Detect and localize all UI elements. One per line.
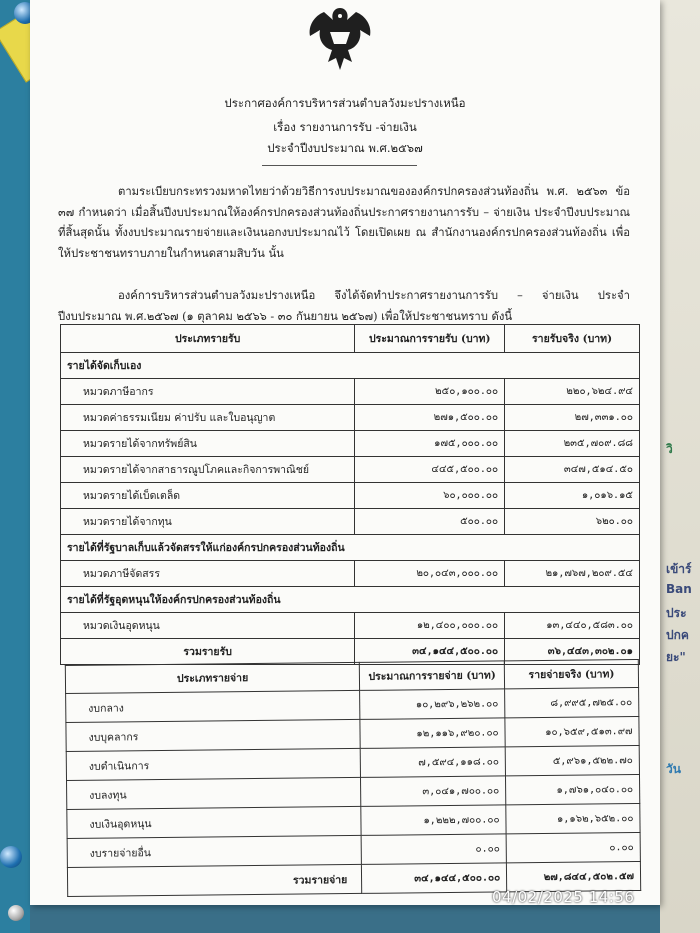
column-header: ประมาณการรายจ่าย (บาท) [360, 661, 505, 691]
actual-cell: ๑,๑๖๒,๖๕๒.๐๐ [506, 803, 640, 833]
row-label: หมวดรายได้จากทุน [61, 509, 355, 535]
section-row [61, 535, 640, 561]
actual-cell: ๐.๐๐ [506, 832, 640, 862]
board-text: เข้าร์ [666, 562, 692, 576]
actual-cell: ๖๒๐.๐๐ [505, 509, 640, 535]
section-title: รายได้ที่รัฐอุดหนุนให้องค์กรปกครองส่วนท้องถิ่น [61, 587, 640, 613]
row-label: หมวดรายได้จากสาธารณูปโภคและกิจการพาณิชย์ [61, 457, 355, 483]
actual-cell: ๑,๐๑๖.๑๕ [505, 483, 640, 509]
pin-icon [8, 905, 24, 921]
board-right [660, 0, 700, 933]
table-row [61, 431, 640, 457]
total-actual: ๓๖,๔๔๓,๓๐๒.๐๑ [505, 639, 640, 665]
estimate-cell: ๒๕๐,๑๐๐.๐๐ [355, 379, 505, 405]
board-text: วัน [666, 762, 681, 776]
actual-cell: ๒๑,๗๖๗,๒๐๙.๕๔ [505, 561, 640, 587]
actual-cell: ๘,๙๙๕,๗๒๕.๐๐ [505, 688, 639, 718]
row-label: หมวดภาษีอากร [61, 379, 355, 405]
table-header-row [61, 325, 640, 353]
column-header: รายรับจริง (บาท) [505, 325, 640, 353]
actual-cell: ๑๓,๔๔๐,๕๘๓.๐๐ [505, 613, 640, 639]
table-row [61, 457, 640, 483]
row-label: หมวดเงินอุดหนุน [61, 613, 355, 639]
title-line-2: เรื่อง รายงานการรับ -จ่ายเงิน [273, 120, 417, 134]
estimate-cell: ๕๐๐.๐๐ [355, 509, 505, 535]
estimate-cell: ๑๒,๔๐๐,๐๐๐.๐๐ [355, 613, 505, 639]
paragraph-announcement: องค์การบริหารส่วนตำบลวังมะปรางเหนือ จึงได้จัดทำประกาศรายงานการรับ – จ่ายเงิน ประจำปีงบประมาณ พ.ศ.๒๕๖๗ (๑ ตุลาคม ๒๕๖๖ - ๓๐ กันยายน ๒๕๖๗) เพื่อให้ประชาชนทราบ ดังนี้ [58, 289, 630, 323]
board-text: ประ [666, 606, 687, 620]
actual-cell: ๓๔๗,๕๑๔.๕๐ [505, 457, 640, 483]
row-label: งบเงินอุดหนุน [67, 806, 362, 838]
row-label: งบบุคลากร [66, 719, 361, 751]
board-text: Ban [666, 582, 692, 596]
estimate-cell: ๑๗๕,๐๐๐.๐๐ [355, 431, 505, 457]
revenue-table [60, 324, 640, 665]
expenditure-table [65, 659, 641, 897]
section-row [61, 353, 640, 379]
column-header: ประเภทรายรับ [61, 325, 355, 353]
title-line-3: ประจำปีงบประมาณ พ.ศ.๒๕๖๗ [267, 141, 423, 155]
board-left [0, 0, 30, 933]
pin-icon [0, 846, 22, 868]
estimate-cell: ๓,๐๔๑,๗๐๐.๐๐ [361, 776, 506, 807]
column-header: รายจ่ายจริง (บาท) [504, 660, 638, 689]
section-row [61, 587, 640, 613]
estimate-cell: ๑๒,๑๑๖,๙๒๐.๐๐ [360, 718, 505, 749]
actual-cell: ๑,๗๖๑,๐๔๐.๐๐ [506, 774, 640, 804]
table-row [61, 509, 640, 535]
table-row [61, 379, 640, 405]
table-row [61, 561, 640, 587]
board-text: วิ [666, 442, 673, 456]
estimate-cell: ๗,๕๙๔,๑๑๘.๐๐ [360, 747, 505, 778]
row-label: หมวดค่าธรรมเนียม ค่าปรับ และใบอนุญาต [61, 405, 355, 431]
column-header: ประมาณการรายรับ (บาท) [355, 325, 505, 353]
actual-cell: ๒๒๐,๖๒๔.๙๔ [505, 379, 640, 405]
table-row [61, 613, 640, 639]
total-label: รวมรายจ่าย [67, 864, 362, 896]
estimate-cell: ๒๐,๐๔๓,๐๐๐.๐๐ [355, 561, 505, 587]
divider [262, 165, 417, 166]
row-label: หมวดภาษีจัดสรร [61, 561, 355, 587]
column-header: ประเภทรายจ่าย [65, 662, 360, 693]
total-estimate: ๓๔,๑๔๔,๕๐๐.๐๐ [355, 639, 505, 665]
estimate-cell: ๒๗๑,๕๐๐.๐๐ [355, 405, 505, 431]
board-text: ปกค [666, 628, 689, 642]
estimate-cell: ๔๔๕,๕๐๐.๐๐ [355, 457, 505, 483]
paragraph-regulation: ตามระเบียบกระทรวงมหาดไทยว่าด้วยวิธีการงบประมาณขององค์กรปกครองส่วนท้องถิ่น พ.ศ. ๒๕๖๓ ข้อ ๓๗ กำหนดว่า เมื่อสิ้นปีงบประมาณให้องค์กรปกครองส่วนท้องถิ่นประกาศรายงานการรับ – จ่ายเงิน ประจำปีงบประมาณที่สิ้นสุดนั้น ทั้งงบประมาณรายจ่ายและเงินนอกงบประมาณไว้ โดยเปิดเผย ณ สำนักงานองค์กรปกครองส่วนท้องถิ่น เพื่อให้ประชาชนทราบภายในกำหนดสามสิบวัน นั้น [58, 185, 630, 260]
garuda-emblem-icon [300, 0, 380, 76]
row-label: หมวดรายได้จากทรัพย์สิน [61, 431, 355, 457]
estimate-cell: ๐.๐๐ [361, 834, 506, 865]
table-row [61, 483, 640, 509]
section-title: รายได้จัดเก็บเอง [61, 353, 640, 379]
actual-cell: ๕,๙๖๑,๕๒๒.๗๐ [505, 746, 639, 776]
estimate-cell: ๑,๒๒๒,๗๐๐.๐๐ [361, 805, 506, 836]
photo-timestamp: 04/02/2025 14:56 [492, 888, 635, 906]
row-label: หมวดรายได้เบ็ดเตล็ด [61, 483, 355, 509]
actual-cell: ๒๗,๓๓๑.๐๐ [505, 405, 640, 431]
board-text: ยะ" [666, 650, 686, 664]
row-label: งบลงทุน [67, 777, 362, 809]
total-actual: ๒๗,๘๔๔,๕๐๒.๕๗ [506, 861, 640, 891]
row-label: งบดำเนินการ [66, 748, 361, 780]
row-label: งบกลาง [66, 690, 361, 722]
section-title: รายได้ที่รัฐบาลเก็บแล้วจัดสรรให้แก่องค์กรปกครองส่วนท้องถิ่น [61, 535, 640, 561]
table-row [61, 405, 640, 431]
estimate-cell: ๑๐,๒๙๖,๒๖๒.๐๐ [360, 689, 505, 720]
total-label: รวมรายรับ [61, 639, 355, 665]
title-line-1: ประกาศองค์การบริหารส่วนตำบลวังมะปรางเหนือ [224, 96, 466, 110]
announcement-paper [30, 0, 660, 905]
row-label: งบรายจ่ายอื่น [67, 835, 362, 867]
total-estimate: ๓๔,๑๔๔,๕๐๐.๐๐ [362, 863, 507, 894]
actual-cell: ๒๓๕,๗๐๙.๘๘ [505, 431, 640, 457]
estimate-cell: ๖๐,๐๐๐.๐๐ [355, 483, 505, 509]
actual-cell: ๑๐,๖๕๙,๕๑๓.๙๗ [505, 717, 639, 747]
